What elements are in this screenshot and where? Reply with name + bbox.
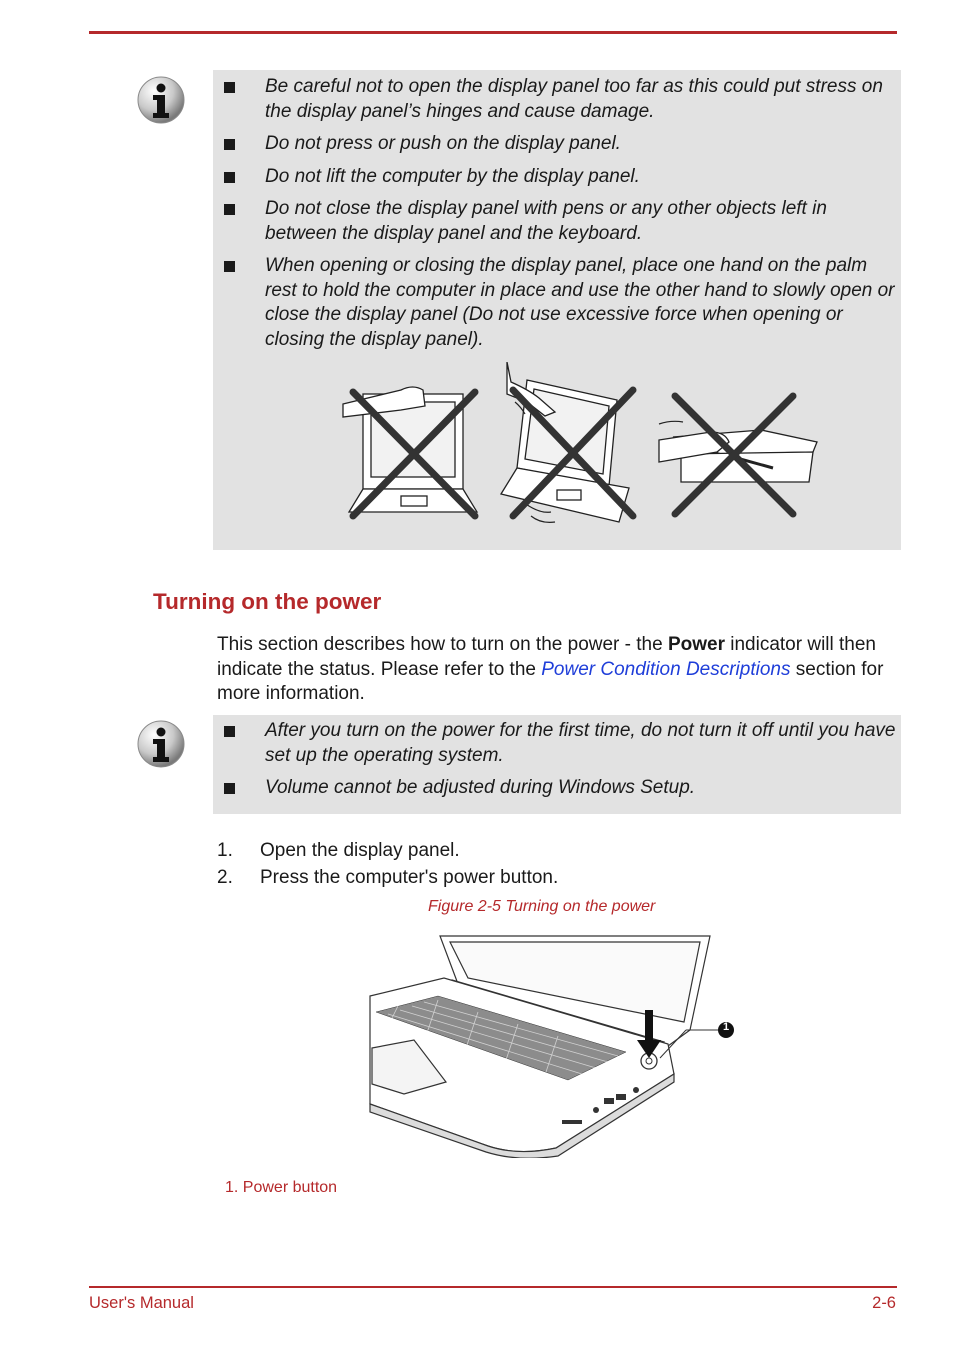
laptop-power-illustration [368, 934, 740, 1158]
figure-legend: 1. Power button [225, 1179, 338, 1196]
info-icon [136, 719, 186, 769]
info-icon [136, 75, 186, 125]
warning-illustration [341, 362, 821, 532]
note-box [213, 70, 901, 550]
header-rule [89, 31, 897, 34]
list-item: After you turn on the power for the first time, do not turn it off until you have set up the operating system. [217, 719, 897, 768]
steps-list [217, 837, 558, 891]
note-box [213, 715, 901, 814]
bullet-icon [224, 261, 235, 272]
section-title: Turning on the power [153, 589, 382, 614]
page-number: 2-6 [872, 1294, 896, 1312]
list-item: 1. Open the display panel. [217, 840, 460, 861]
callout-number: 1 [722, 1021, 730, 1033]
list-item: 2. Press the computer's power button. [217, 867, 559, 888]
bullet-icon [224, 783, 235, 794]
bullet-icon [224, 172, 235, 183]
bullet-icon [224, 204, 235, 215]
list-item: Do not close the display panel with pens or any other objects left in between the display panel and the keyboard. [217, 197, 897, 246]
bullet-icon [224, 139, 235, 150]
list-item: Volume cannot be adjusted during Windows Setup. [217, 776, 897, 801]
list-item: When opening or closing the display panel, place one hand on the palm rest to hold the computer in place and use the other hand to slowly open or close the display panel (Do not use excessive force when opening or closing the display panel). [217, 254, 897, 352]
footer-title: User's Manual [89, 1294, 194, 1312]
section-intro: This section describes how to turn on the power - the Power indicator will then indicate the status. Please refer to the Power Condition Descriptions section for more information. [217, 634, 884, 704]
power-term: Power [667, 634, 725, 655]
bullet-icon [224, 82, 235, 93]
figure-caption: Figure 2-5 Turning on the power [428, 898, 656, 915]
power-condition-link[interactable]: Power Condition Descriptions [541, 658, 791, 680]
list-item: Do not lift the computer by the display panel. [217, 165, 897, 190]
footer-rule [89, 1286, 897, 1288]
bullet-icon [224, 726, 235, 737]
list-item: Do not press or push on the display panel. [217, 132, 897, 157]
list-item: Be careful not to open the display panel too far as this could put stress on the display panel’s hinges and cause damage. [217, 75, 897, 124]
